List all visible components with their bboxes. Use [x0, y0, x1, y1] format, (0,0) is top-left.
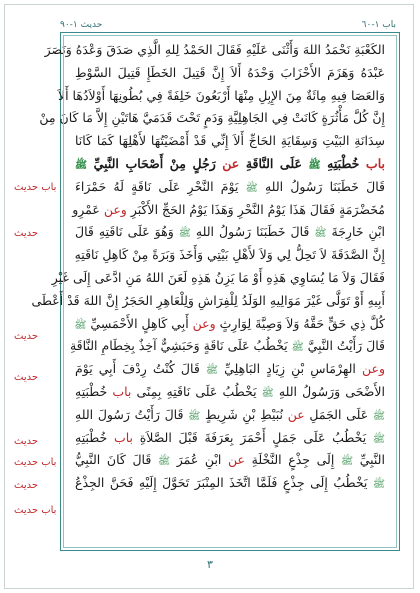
margin-label: حديث: [14, 331, 39, 342]
text-line: النَّبِيِّ ﷺ إِلَى جِذْعٍ النَّخْلَةِ عن ابْنِ عُمَرَ ﷺ قَالَ كَانَ النَّبِيُّ: [75, 452, 385, 468]
text-line: إِنَّ كُلَّ مَأْثُرَةٍ كَانَتْ فِي الجَاهِلِيَّةِ وَدَمٍ تَحْتَ قَدَمَيَّ هَاتَيْنِ إِلاَّ مَا كَانَ مِنْ: [39, 110, 385, 126]
text-line: إِنَّ الصَّدَقَةَ لاَ تَحِلُّ لِي وَلاَ لأَهْلِ بَيْتِي وَأَخَذَ وَبَرَةً مِنْ كَاهِلِ نَاقَتِهِ: [74, 247, 385, 263]
header-hadith-range: حديث ١-٩٠: [60, 20, 103, 30]
text-line: ﷺ عَلَى الجَمَلِ عن نُبَيْطِ بْنِ شَرِيطٍ ﷺ قَالَ رَأَيْتُ رَسُولَ اللهِ: [75, 406, 385, 422]
margin-label: باب حديث: [14, 457, 57, 468]
text-line: ابْنِ خَارِجَةَ ﷺ قَالَ خَطَبَنَا رَسُولُ اللهِ ﷺ وَهُوَ عَلَى نَاقَتِهِ قَالَ: [75, 224, 385, 240]
header-chapter: باب ١-٦٠: [361, 20, 396, 30]
margin-label: حديث: [14, 480, 39, 491]
text-line: وعن الهِرْمَاسِ بْنِ زِيَادٍ البَاهِلِيِّ ﷺ قَالَ كُنْتُ رِدْفَ أَبِي يَوْمَ: [75, 361, 386, 377]
text-line: مُخَضْرَمَةٍ فَقَالَ هَذَا يَوْمُ النَّحْرِ وَهَذَا يَوْمُ الحَجِّ الأَكْبَرِ وعن عَمْرِو: [72, 201, 385, 217]
text-line: سِدَانَةِ البَيْتِ وَسِقَايَةِ الحَاجِّ أَلاَ إِنِّي قَدْ أَمْضَيْتُهَا لأَهْلِهَا كَمَا كَانَا: [75, 133, 385, 149]
text-line: باب خُطْبَتِهِ ﷺ عَلَى النَّاقَةِ عن رَجُلٍ مِنْ أَصْحَابِ النَّبِيِّ ﷺ: [75, 155, 385, 171]
margin-label: حديث: [14, 372, 39, 383]
text-line: قَالَ رَأَيْتُ النَّبِيَّ ﷺ يَخْطُبُ عَلَى نَاقَةٍ وَحَبَشِيٌّ آخِذٌ بِخِطَامِ النَّاقَةِ: [69, 338, 385, 354]
page-number: ٣: [207, 558, 213, 571]
margin-label: حديث: [14, 436, 39, 447]
margin-label: باب حديث: [14, 505, 57, 516]
text-line: ﷺ يَخْطُبُ عَلَى جَمَلٍ أَحْمَرَ بِعَرَفَةَ قَبْلَ الصَّلاَةِ باب خُطْبَتِهِ: [75, 429, 385, 445]
margin-label: حديث: [14, 228, 39, 239]
text-line: أَبِيهِ أَوْ تَوَلَّى غَيْرَ مَوَالِيهِ الوَلَدُ لِلْفِرَاشِ وَلِلْعَاهِرِ الحَجَرُ إِنَّ اللهَ قَدْ أَعْطَى: [31, 292, 385, 308]
text-line: كُلَّ ذِي حَقٍّ حَقَّهُ وَلاَ وَصِيَّةَ لِوَارِثٍ وعن أَبِي كَاهِلٍ الأَحْمَسِيِّ ﷺ: [74, 315, 385, 331]
text-line: الكَعْبَةِ نَحْمَدُ اللهَ وَأَثْنَى عَلَيْهِ فَقَالَ الحَمْدُ لِلهِ الَّذِي صَدَقَ وَعْدَهُ وَنَصَرَ: [44, 42, 385, 57]
text-line: وَالعَصَا فِيهِ مِائَةٌ مِنَ الإِبِلِ مِنْهَا أَرْبَعُونَ خَلِفَةً فِي بُطُونِهَا أَوْلاَدُهَا أَلاَ: [57, 87, 385, 103]
text-line: ﷺ يَخْطُبُ إِلَى جِذْعٍ فَلَمَّا اتَّخَذَ المِنْبَرَ تَحَوَّلَ إِلَيْهِ فَحَنَّ الجِذْعُ: [75, 475, 385, 491]
text-line: فَقَالَ وَلاَ مَا يُسَاوِي هَذِهِ أَوْ مَا يَزِنُ هَذِهِ لَعَنَ اللهُ مَنِ ادَّعَى إِلَى غَيْرِ: [51, 269, 385, 285]
text-line: عَبْدَهُ وَهَزَمَ الأَحْزَابَ وَحْدَهُ أَلاَ إِنَّ قَتِيلَ الخَطَإِ قَتِيلَ السَّوْطِ: [75, 64, 385, 80]
margin-label: باب حديث: [14, 182, 57, 193]
text-line: قَالَ خَطَبَنَا رَسُولُ اللهِ ﷺ يَوْمَ النَّحْرِ عَلَى نَاقَةٍ لَهُ حَمْرَاءَ: [75, 178, 385, 194]
text-line: الأَضْحَى وَرَسُولُ اللهِ ﷺ يَخْطُبُ عَلَى نَاقَتِهِ بِمِنًى باب خُطْبَتِهِ: [75, 383, 385, 399]
